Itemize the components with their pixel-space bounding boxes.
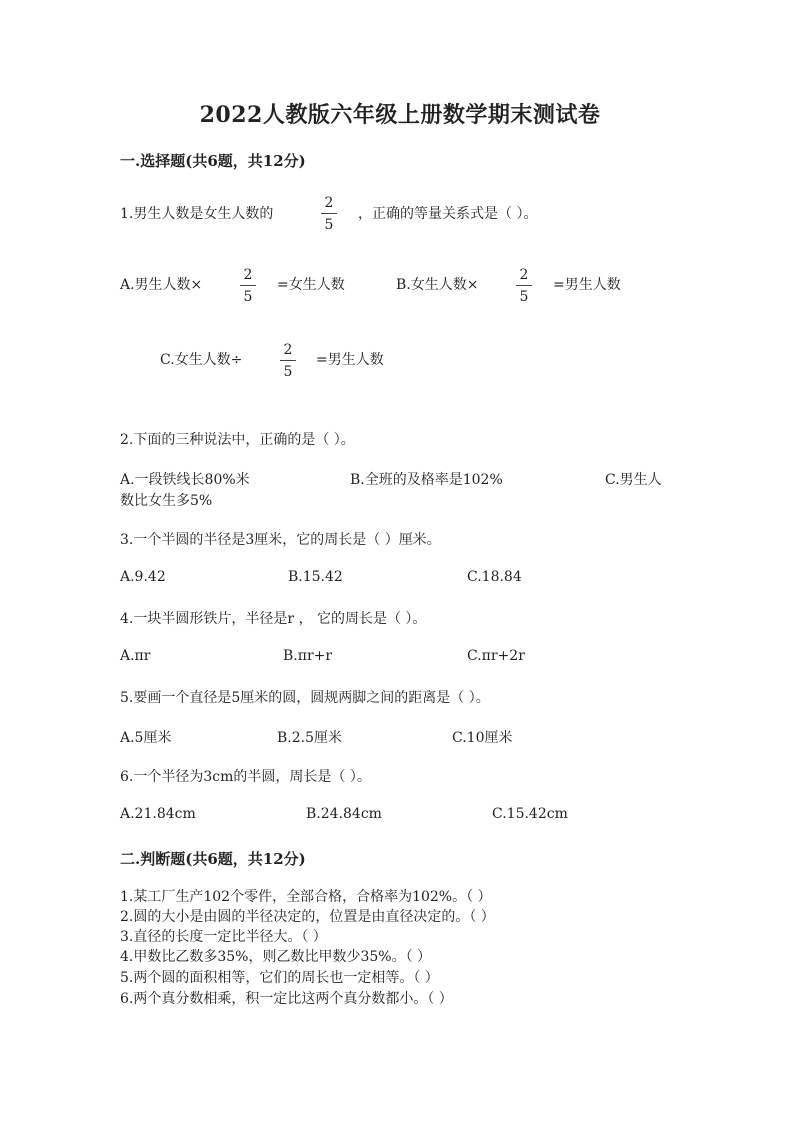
question-5-option-c: C.10厘米 — [452, 730, 513, 746]
judgment-item-1: 1.某工厂生产102个零件，全部合格，合格率为102%。（ ） — [120, 889, 492, 905]
question-1-option-b-after: =男生人数 — [553, 277, 621, 293]
question-6-text: 6.一个半径为3cm的半圆，周长是（ ）。 — [120, 769, 371, 785]
fraction-denominator: 5 — [519, 289, 529, 305]
question-6-option-a: A.21.84cm — [120, 806, 196, 822]
question-6-option-c: C.15.42cm — [492, 806, 568, 822]
question-1-option-a-fraction — [240, 267, 256, 305]
question-1-option-b-before: B.女生人数× — [396, 277, 479, 293]
fraction-numerator: 2 — [283, 342, 293, 358]
question-3-text: 3.一个半圆的半径是3厘米，它的周长是（ ）厘米。 — [120, 532, 441, 548]
fraction-denominator: 5 — [324, 217, 334, 233]
section-heading-judgment: 二.判断题(共6题，共12分) — [120, 850, 306, 868]
question-1-option-a-after: =女生人数 — [277, 277, 345, 293]
question-4-option-a: A.πr — [120, 648, 151, 664]
section-heading-choice: 一.选择题(共6题，共12分) — [120, 152, 306, 170]
judgment-item-5: 5.两个圆的面积相等，它们的周长也一定相等。（ ） — [120, 970, 439, 986]
judgment-item-2: 2.圆的大小是由圆的半径决定的，位置是由直径决定的。（ ） — [120, 909, 495, 925]
fraction-numerator: 2 — [243, 267, 253, 283]
question-2-text: 2.下面的三种说法中，正确的是（ ）。 — [120, 432, 355, 448]
fraction-denominator: 5 — [283, 364, 293, 380]
question-1-text-before: 1.男生人数是女生人数的 — [120, 206, 274, 222]
question-2-option-b: B.全班的及格率是102% — [350, 472, 503, 488]
question-2-option-c-part1: C.男生人 — [605, 472, 662, 488]
question-1-option-c-before: C.女生人数÷ — [160, 352, 243, 368]
question-1-fraction — [321, 195, 337, 233]
question-6-option-b: B.24.84cm — [306, 806, 382, 822]
question-2-option-c-part2: 数比女生多5% — [120, 493, 213, 509]
fraction-denominator: 5 — [243, 289, 253, 305]
question-1-text-after: ，正确的等量关系式是（ ）。 — [358, 206, 538, 222]
question-1-option-c-fraction — [280, 342, 296, 380]
question-3-option-b: B.15.42 — [288, 569, 343, 585]
fraction-numerator: 2 — [519, 267, 529, 283]
question-3-option-c: C.18.84 — [467, 569, 522, 585]
question-4-option-b: B.πr+r — [283, 648, 333, 664]
fraction-bar — [321, 213, 337, 214]
judgment-item-4: 4.甲数比乙数多35%，则乙数比甲数少35%。（ ） — [120, 949, 432, 965]
judgment-item-3: 3.直径的长度一定比半径大。（ ） — [120, 929, 327, 945]
page-title: 2022人教版六年级上册数学期末测试卷 — [199, 102, 601, 128]
fraction-numerator: 2 — [324, 195, 334, 211]
fraction-bar — [240, 285, 256, 286]
judgment-item-6: 6.两个真分数相乘，积一定比这两个真分数都小。（ ） — [120, 991, 453, 1007]
question-4-option-c: C.πr+2r — [467, 648, 525, 664]
question-1-option-b-fraction — [516, 267, 532, 305]
question-5-option-b: B.2.5厘米 — [277, 730, 343, 746]
question-1-option-a-before: A.男生人数× — [120, 277, 203, 293]
question-5-option-a: A.5厘米 — [120, 730, 172, 746]
fraction-bar — [280, 360, 296, 361]
question-5-text: 5.要画一个直径是5厘米的圆，圆规两脚之间的距离是（ ）。 — [120, 690, 490, 706]
question-3-option-a: A.9.42 — [120, 569, 166, 585]
question-2-option-a: A.一段铁线长80%米 — [120, 472, 250, 488]
question-1-option-c-after: =男生人数 — [316, 352, 384, 368]
fraction-bar — [516, 285, 532, 286]
question-4-text: 4.一块半圆形铁片，半径是r ， 它的周长是（ ）。 — [120, 611, 427, 627]
